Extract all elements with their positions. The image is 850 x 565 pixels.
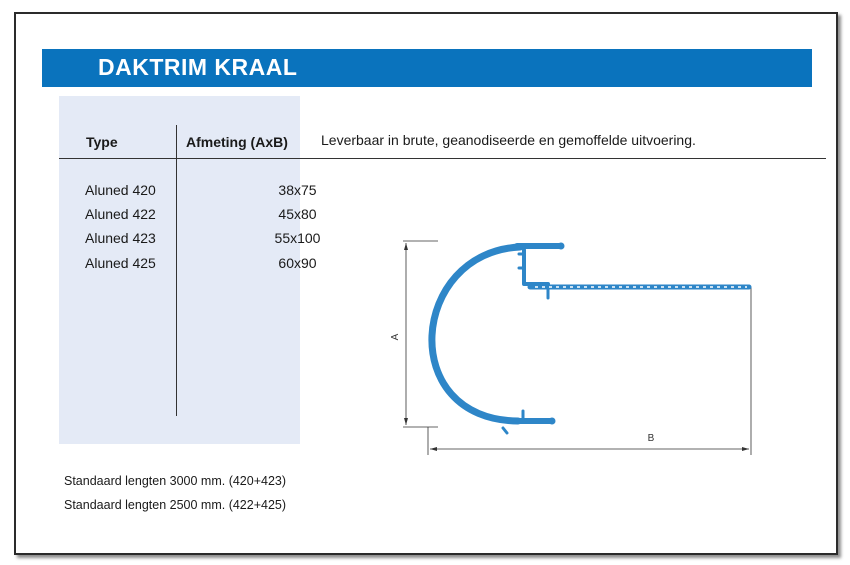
page-title: DAKTRIM KRAAL: [98, 54, 298, 80]
cell-type: Aluned 422: [85, 206, 156, 222]
dimension-label-b: B: [647, 433, 655, 444]
description-text: Leverbaar in brute, geanodiseerde en gemoffelde uitvoering.: [321, 132, 696, 148]
cell-type: Aluned 425: [85, 255, 156, 271]
cell-type: Aluned 423: [85, 230, 156, 246]
cell-size: 45x80: [278, 206, 317, 222]
cell-type: Aluned 420: [85, 182, 156, 198]
cell-size: 55x100: [274, 230, 321, 246]
aluminium-profile: [432, 243, 749, 434]
cell-size: 60x90: [278, 255, 317, 271]
column-header-size: Afmeting (AxB): [186, 134, 288, 150]
column-header-type: Type: [86, 134, 118, 150]
cell-size: 38x75: [278, 182, 317, 198]
dimension-label-a: A: [390, 333, 401, 341]
length-note: Standaard lengten 2500 mm. (422+425): [64, 498, 287, 512]
length-note: Standaard lengten 3000 mm. (420+423): [64, 474, 287, 488]
